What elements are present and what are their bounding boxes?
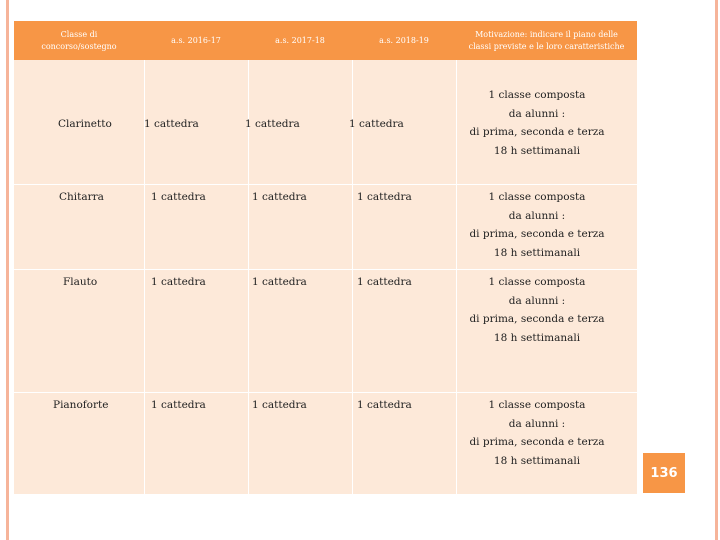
year-2018-cell: 1 cattedra: [357, 191, 412, 203]
motivation-line: da alunni :: [508, 209, 566, 222]
year-2016-cell: 1 cattedra: [144, 118, 199, 130]
instrument-cell: Clarinetto: [58, 118, 112, 130]
motivation-line: 18 h settimanali: [493, 144, 581, 157]
motivation-line: da alunni :: [508, 107, 566, 120]
motivation-line: 1 classe composta: [488, 399, 586, 411]
header-year-2017: a.s. 2017-18: [275, 35, 325, 45]
table-row: [14, 185, 637, 269]
year-2017-cell: 1 cattedra: [252, 191, 307, 203]
year-2017-cell: 1 cattedra: [245, 118, 300, 130]
instrument-cell: Flauto: [63, 276, 98, 288]
year-2017-cell: 1 cattedra: [252, 399, 307, 411]
motivation-line: di prima, seconda e terza: [469, 436, 605, 448]
motivation-line: da alunni :: [508, 294, 566, 307]
motivation-line: di prima, seconda e terza: [469, 126, 605, 138]
motivation-line: 1 classe composta: [488, 191, 586, 203]
motivation-line: 18 h settimanali: [493, 454, 581, 467]
header-year-2016: a.s. 2016-17: [171, 35, 221, 45]
header-year-2018: a.s. 2018-19: [379, 35, 429, 45]
header-class: Classe di concorso/sostegno: [41, 29, 117, 51]
table-row: [14, 393, 637, 494]
instrument-cell: Pianoforte: [53, 399, 109, 411]
year-2018-cell: 1 cattedra: [357, 276, 412, 288]
table-header: [14, 21, 637, 60]
motivation-line: 1 classe composta: [488, 276, 586, 288]
staffing-table: [14, 21, 637, 494]
motivation-line: 1 classe composta: [488, 89, 586, 101]
motivation-cell: [452, 188, 622, 262]
motivation-line: 18 h settimanali: [493, 331, 581, 344]
motivation-cell: [452, 86, 622, 160]
year-2018-cell: 1 cattedra: [349, 118, 404, 130]
motivation-line: 18 h settimanali: [493, 246, 581, 259]
header-motivation: Motivazione: indicare il piano delle classi previste e le loro caratteristiche: [468, 29, 625, 51]
year-2017-cell: 1 cattedra: [252, 276, 307, 288]
year-2016-cell: 1 cattedra: [151, 191, 206, 203]
year-2016-cell: 1 cattedra: [151, 276, 206, 288]
motivation-cell: [452, 396, 622, 470]
motivation-cell: [452, 273, 622, 347]
motivation-line: da alunni :: [508, 417, 566, 430]
page-number-badge: 136: [643, 453, 685, 493]
table-row: [14, 270, 637, 392]
year-2016-cell: 1 cattedra: [151, 399, 206, 411]
instrument-cell: Chitarra: [59, 191, 104, 203]
motivation-line: di prima, seconda e terza: [469, 313, 605, 325]
year-2018-cell: 1 cattedra: [357, 399, 412, 411]
motivation-line: di prima, seconda e terza: [469, 228, 605, 240]
table-row: [14, 60, 637, 184]
